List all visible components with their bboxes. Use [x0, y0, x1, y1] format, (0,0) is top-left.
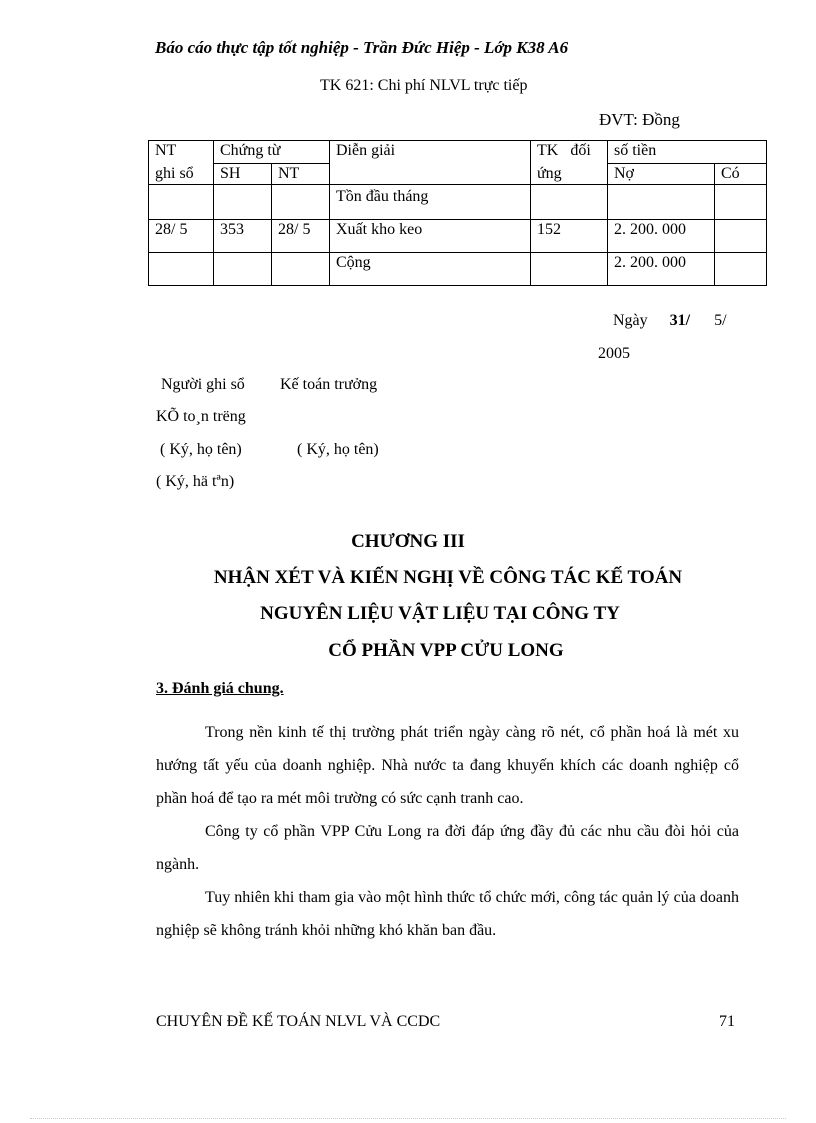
cell-dien-giai: Cộng — [330, 253, 531, 286]
cell-tk — [531, 253, 608, 286]
chapter-title-line-3: CỔ PHẦN VPP CỬU LONG — [328, 640, 564, 661]
cell-nt-ghi-so — [149, 185, 214, 220]
table-row — [149, 253, 767, 286]
chapter-title-line-2: NGUYÊN LIỆU VẬT LIỆU TẠI CÔNG TY — [260, 603, 620, 624]
header-nt-ghi-so: NT — [149, 141, 214, 164]
header-tk-doi-ung-2: ứng — [531, 164, 608, 185]
cell-tk — [531, 185, 608, 220]
currency-unit: ĐVT: Đồng — [599, 110, 680, 129]
footer-title: CHUYÊN ĐỀ KẾ TOÁN NLVL VÀ CCDC — [156, 1013, 441, 1030]
cell-co — [715, 185, 767, 220]
header-nt: NT — [272, 164, 330, 185]
cell-dien-giai: Xuất kho keo — [330, 220, 531, 253]
signature-role-chief-accountant: Kế toán trưởng — [280, 376, 378, 393]
date-month: 5/ — [714, 312, 727, 329]
cell-nt — [272, 185, 330, 220]
section-heading: 3. Đánh giá chung. — [156, 680, 284, 697]
cell-sh: 353 — [214, 220, 272, 253]
cell-co — [715, 220, 767, 253]
cell-nt: 28/ 5 — [272, 220, 330, 253]
cell-sh — [214, 185, 272, 220]
cell-co — [715, 253, 767, 286]
signature-note-2: ( Ký, họ tên) — [297, 441, 379, 458]
header-so-tien: số tiền — [608, 141, 767, 164]
signature-garbled-line: KÕ to¸n trëng — [156, 408, 246, 425]
date-prefix: Ngày — [613, 312, 648, 329]
paragraph: Tuy nhiên khi tham gia vào một hình thức tổ chức mới, công tác quản lý của doanh nghiệp sẽ không tránh khỏi những khó khăn ban đầu. — [156, 889, 739, 939]
cell-tk: 152 — [531, 220, 608, 253]
cell-no: 2. 200. 000 — [608, 220, 715, 253]
signature-garbled-note: ( Ký, hä tªn) — [156, 473, 235, 490]
cell-no — [608, 185, 715, 220]
cell-nt — [272, 253, 330, 286]
ledger-table — [148, 140, 767, 286]
paragraph: Trong nền kinh tế thị trường phát triển ngày càng rõ nét, cổ phần hoá là mét xu hướng tất yếu của doanh nghiệp. Nhà nước ta đang khuyến khích các doanh nghiệp cổ phần hoá để tạo ra mét môi trường có sức cạnh tranh cao. — [156, 724, 739, 807]
header-dien-giai: Diễn giải — [330, 141, 531, 164]
table-title: TK 621: Chi phí NLVL trực tiếp — [320, 77, 528, 94]
page-header: Báo cáo thực tập tốt nghiệp - Trần Đức Hiệp - Lớp K38 A6 — [155, 38, 569, 57]
cell-sh — [214, 253, 272, 286]
cell-nt-ghi-so — [149, 253, 214, 286]
date-year: 2005 — [598, 345, 630, 362]
body-text — [156, 716, 739, 947]
cell-dien-giai: Tồn đầu tháng — [330, 185, 531, 220]
paragraph: Công ty cổ phần VPP Cửu Long ra đời đáp ứng đầy đủ các nhu cầu đòi hỏi của ngành. — [156, 823, 739, 873]
chapter-title-line-1: NHẬN XÉT VÀ KIẾN NGHỊ VỀ CÔNG TÁC KẾ TOÁN — [213, 567, 683, 588]
date-line — [613, 312, 727, 330]
cell-nt-ghi-so: 28/ 5 — [149, 220, 214, 253]
table-row — [149, 185, 767, 220]
header-co: Có — [715, 164, 767, 185]
signature-note-1: ( Ký, họ tên) — [160, 441, 242, 458]
header-dien-giai-2 — [330, 164, 531, 185]
header-no: Nợ — [608, 164, 715, 185]
header-sh: SH — [214, 164, 272, 185]
page-number: 71 — [719, 1013, 735, 1030]
header-nt-ghi-so-2: ghi sổ — [149, 164, 214, 185]
chapter-number: CHƯƠNG III — [351, 531, 465, 552]
header-tk-doi-ung: TK đối — [531, 141, 608, 164]
header-chung-tu: Chứng từ — [214, 141, 330, 164]
page-edge-divider — [30, 1118, 786, 1119]
signature-role-recorder: Người ghi sổ — [161, 376, 245, 393]
table-row — [149, 220, 767, 253]
cell-no: 2. 200. 000 — [608, 253, 715, 286]
date-day: 31/ — [669, 312, 691, 329]
